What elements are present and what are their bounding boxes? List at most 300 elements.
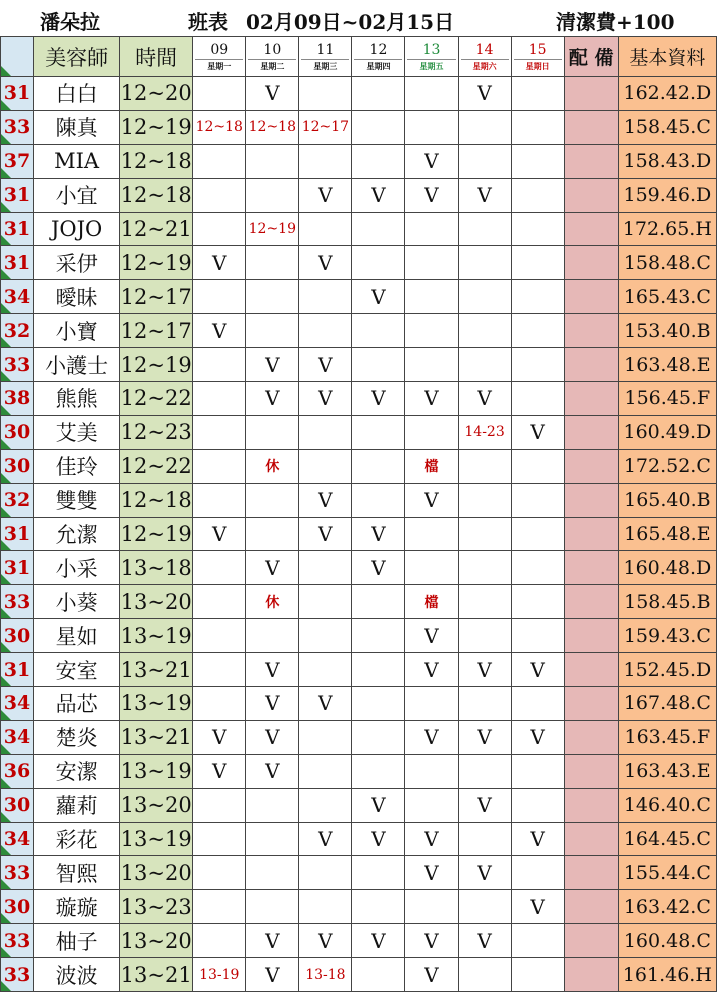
day-cell: V (458, 382, 511, 416)
day-cell (193, 822, 246, 856)
day-cell: V (405, 958, 458, 992)
table-row (1, 754, 717, 788)
day-cell (352, 483, 405, 517)
beautician-number: 31 (1, 77, 34, 111)
day-cell: V (299, 687, 352, 721)
day-cell (352, 856, 405, 890)
cell-marker-icon (1, 371, 11, 381)
cell-marker-icon (1, 405, 11, 415)
beautician-name: 安室 (34, 653, 120, 687)
basic-info: 167.48.C (618, 687, 716, 721)
day-cell: V (458, 856, 511, 890)
day-cell: V (458, 720, 511, 754)
cell-marker-icon (1, 540, 11, 550)
table-row (1, 890, 717, 924)
beautician-number: 31 (1, 212, 34, 246)
weekday-label: 星期二 (248, 59, 296, 72)
beautician-name: 星如 (34, 619, 120, 653)
day-cell (193, 585, 246, 619)
shift-time: 13~19 (120, 619, 193, 653)
day-cell (352, 348, 405, 382)
table-row (1, 517, 717, 551)
title-bar (0, 0, 719, 36)
day-cell (511, 856, 564, 890)
day-cell (299, 653, 352, 687)
day-cell (511, 280, 564, 314)
day-cell: V (405, 822, 458, 856)
day-cell: V (511, 415, 564, 449)
day-cell (193, 788, 246, 822)
day-cell (246, 280, 299, 314)
day-cell (511, 687, 564, 721)
beautician-name: 小寶 (34, 314, 120, 348)
table-row (1, 178, 717, 212)
day-cell (299, 754, 352, 788)
beautician-number: 30 (1, 449, 34, 483)
beautician-name: 波波 (34, 958, 120, 992)
beautician-number: 33 (1, 856, 34, 890)
table-row (1, 246, 717, 280)
day-cell (352, 720, 405, 754)
day-cell (246, 314, 299, 348)
day-cell (246, 890, 299, 924)
day-cell (405, 551, 458, 585)
beautician-name: 小葵 (34, 585, 120, 619)
cell-marker-icon (1, 235, 11, 245)
beautician-name: 楚炎 (34, 720, 120, 754)
table-row (1, 144, 717, 178)
shift-time: 13~19 (120, 822, 193, 856)
header-note: 配 備 (564, 37, 618, 77)
beautician-number: 31 (1, 246, 34, 280)
note-cell (564, 178, 618, 212)
day-cell (405, 77, 458, 111)
day-cell (193, 77, 246, 111)
table-row (1, 110, 717, 144)
day-cell (511, 754, 564, 788)
beautician-number: 30 (1, 415, 34, 449)
table-row (1, 415, 717, 449)
note-cell (564, 890, 618, 924)
cell-marker-icon (1, 507, 11, 517)
basic-info: 158.48.C (618, 246, 716, 280)
day-cell (458, 144, 511, 178)
weekday-label: 星期一 (195, 59, 243, 72)
day-cell (511, 483, 564, 517)
day-number: 10 (263, 42, 282, 58)
day-cell: V (511, 890, 564, 924)
beautician-number: 31 (1, 517, 34, 551)
day-cell (458, 212, 511, 246)
beautician-number: 33 (1, 958, 34, 992)
day-cell: 12~19 (246, 212, 299, 246)
cell-marker-icon (1, 676, 11, 686)
table-row (1, 551, 717, 585)
basic-info: 152.45.D (618, 653, 716, 687)
day-cell (193, 653, 246, 687)
day-cell: V (352, 822, 405, 856)
header-day-09 (193, 37, 246, 77)
day-cell: V (193, 246, 246, 280)
day-cell (193, 415, 246, 449)
day-cell: V (193, 314, 246, 348)
table-row (1, 483, 717, 517)
beautician-name: 允潔 (34, 517, 120, 551)
day-cell (352, 687, 405, 721)
beautician-name: 小采 (34, 551, 120, 585)
day-cell (405, 415, 458, 449)
day-cell (511, 958, 564, 992)
shift-time: 12~23 (120, 415, 193, 449)
beautician-name: 小護士 (34, 348, 120, 382)
day-cell: V (405, 382, 458, 416)
day-number: 09 (210, 42, 229, 58)
header-row (1, 37, 717, 77)
day-cell (246, 178, 299, 212)
day-cell (246, 483, 299, 517)
basic-info: 160.48.C (618, 924, 716, 958)
day-cell (352, 890, 405, 924)
basic-info: 155.44.C (618, 856, 716, 890)
beautician-name: 佳玲 (34, 449, 120, 483)
beautician-name: 安潔 (34, 754, 120, 788)
cell-marker-icon (1, 812, 11, 822)
day-cell (352, 212, 405, 246)
day-cell: 檔 (405, 449, 458, 483)
beautician-number: 34 (1, 687, 34, 721)
basic-info: 163.43.E (618, 754, 716, 788)
day-cell: V (246, 754, 299, 788)
shift-time: 13~21 (120, 653, 193, 687)
day-cell (299, 720, 352, 754)
day-cell (405, 754, 458, 788)
day-cell (511, 178, 564, 212)
cell-marker-icon (1, 981, 11, 991)
shift-time: 12~19 (120, 246, 193, 280)
day-cell: V (299, 483, 352, 517)
basic-info: 158.43.D (618, 144, 716, 178)
beautician-number: 31 (1, 551, 34, 585)
day-cell (193, 144, 246, 178)
day-cell (511, 246, 564, 280)
beautician-name: 柚子 (34, 924, 120, 958)
day-cell (511, 924, 564, 958)
day-cell (352, 754, 405, 788)
shift-time: 13~21 (120, 958, 193, 992)
day-cell (511, 585, 564, 619)
day-cell (246, 144, 299, 178)
day-cell: 12~18 (193, 110, 246, 144)
cell-marker-icon (1, 710, 11, 720)
shift-time: 13~20 (120, 788, 193, 822)
day-cell: 13-19 (193, 958, 246, 992)
beautician-number: 37 (1, 144, 34, 178)
day-cell (352, 958, 405, 992)
day-cell (246, 517, 299, 551)
basic-info: 153.40.B (618, 314, 716, 348)
day-cell: 12~17 (299, 110, 352, 144)
cell-marker-icon (1, 66, 11, 76)
beautician-name: 熊熊 (34, 382, 120, 416)
day-cell (352, 110, 405, 144)
shift-time: 12~18 (120, 178, 193, 212)
day-cell (511, 144, 564, 178)
beautician-number: 33 (1, 348, 34, 382)
day-cell: V (511, 822, 564, 856)
day-cell (299, 314, 352, 348)
day-number: 14 (475, 42, 494, 58)
note-cell (564, 110, 618, 144)
note-cell (564, 212, 618, 246)
note-cell (564, 415, 618, 449)
beautician-name: 采伊 (34, 246, 120, 280)
beautician-number: 30 (1, 788, 34, 822)
day-cell (511, 314, 564, 348)
day-cell (405, 314, 458, 348)
shift-time: 13~19 (120, 687, 193, 721)
cell-marker-icon (1, 913, 11, 923)
basic-info: 172.52.C (618, 449, 716, 483)
shift-time: 12~17 (120, 280, 193, 314)
note-cell (564, 246, 618, 280)
table-row (1, 856, 717, 890)
note-cell (564, 348, 618, 382)
cell-marker-icon (1, 168, 11, 178)
day-cell (193, 551, 246, 585)
day-cell (511, 517, 564, 551)
day-cell (193, 382, 246, 416)
day-cell (458, 890, 511, 924)
header-corner (1, 37, 34, 77)
day-cell: V (299, 246, 352, 280)
day-cell (511, 77, 564, 111)
basic-info: 165.40.B (618, 483, 716, 517)
cell-marker-icon (1, 778, 11, 788)
day-cell (193, 687, 246, 721)
day-cell (299, 551, 352, 585)
beautician-name: 璇璇 (34, 890, 120, 924)
header-day-14 (458, 37, 511, 77)
note-cell (564, 687, 618, 721)
day-cell: V (458, 178, 511, 212)
weekday-label: 星期五 (407, 59, 455, 72)
day-number: 15 (528, 42, 547, 58)
shift-time: 12~19 (120, 517, 193, 551)
basic-info: 165.48.E (618, 517, 716, 551)
day-cell (193, 449, 246, 483)
day-cell (405, 687, 458, 721)
table-row (1, 77, 717, 111)
beautician-number: 38 (1, 382, 34, 416)
day-cell (246, 246, 299, 280)
beautician-number: 34 (1, 822, 34, 856)
beautician-name: JOJO (34, 212, 120, 246)
day-cell (405, 280, 458, 314)
day-cell (246, 822, 299, 856)
header-info: 基本資料 (618, 37, 716, 77)
shift-time: 13~20 (120, 585, 193, 619)
day-cell (405, 212, 458, 246)
cell-marker-icon (1, 608, 11, 618)
date-range: 02月09日~02月15日 (246, 10, 455, 34)
day-cell (299, 856, 352, 890)
day-cell: V (511, 653, 564, 687)
day-cell: 13-18 (299, 958, 352, 992)
header-day-10 (246, 37, 299, 77)
note-cell (564, 517, 618, 551)
store-name: 潘朵拉 (40, 10, 100, 34)
day-cell: V (299, 924, 352, 958)
day-cell (511, 551, 564, 585)
day-cell (458, 551, 511, 585)
day-cell (193, 856, 246, 890)
day-cell (511, 348, 564, 382)
day-number: 12 (369, 42, 388, 58)
table-row (1, 788, 717, 822)
schedule-label: 班表 (188, 10, 228, 34)
shift-time: 13~21 (120, 720, 193, 754)
header-day-13 (405, 37, 458, 77)
day-cell (458, 483, 511, 517)
day-cell: V (405, 720, 458, 754)
cell-marker-icon (1, 269, 11, 279)
cell-marker-icon (1, 744, 11, 754)
day-cell: V (405, 144, 458, 178)
shift-time: 12~22 (120, 382, 193, 416)
day-cell (193, 178, 246, 212)
day-cell: V (246, 348, 299, 382)
header-day-15 (511, 37, 564, 77)
day-cell (458, 246, 511, 280)
weekday-label: 星期四 (354, 59, 402, 72)
day-cell: V (246, 687, 299, 721)
day-cell: V (458, 77, 511, 111)
beautician-number: 34 (1, 720, 34, 754)
table-row (1, 314, 717, 348)
basic-info: 165.43.C (618, 280, 716, 314)
day-cell (458, 314, 511, 348)
header-time: 時間 (120, 37, 193, 77)
day-cell: V (246, 958, 299, 992)
day-cell: 12~18 (246, 110, 299, 144)
beautician-number: 30 (1, 619, 34, 653)
day-cell (458, 687, 511, 721)
shift-time: 13~20 (120, 856, 193, 890)
basic-info: 160.48.D (618, 551, 716, 585)
note-cell (564, 280, 618, 314)
day-cell: V (246, 77, 299, 111)
header-day-12 (352, 37, 405, 77)
day-cell (299, 212, 352, 246)
note-cell (564, 449, 618, 483)
note-cell (564, 551, 618, 585)
beautician-number: 33 (1, 924, 34, 958)
day-cell: 休 (246, 449, 299, 483)
table-row (1, 348, 717, 382)
shift-time: 12~17 (120, 314, 193, 348)
table-row (1, 280, 717, 314)
day-cell: V (352, 551, 405, 585)
day-cell (458, 754, 511, 788)
day-cell: V (352, 924, 405, 958)
basic-info: 163.48.E (618, 348, 716, 382)
day-cell: 休 (246, 585, 299, 619)
day-cell: V (193, 754, 246, 788)
beautician-name: 蘿莉 (34, 788, 120, 822)
day-cell (299, 77, 352, 111)
day-cell (405, 110, 458, 144)
day-cell: V (246, 720, 299, 754)
day-cell (299, 585, 352, 619)
day-cell: V (352, 178, 405, 212)
day-cell (299, 144, 352, 178)
day-cell (299, 890, 352, 924)
day-cell: V (246, 551, 299, 585)
beautician-name: 陳真 (34, 110, 120, 144)
day-cell (511, 212, 564, 246)
note-cell (564, 382, 618, 416)
day-cell (511, 382, 564, 416)
table-row (1, 585, 717, 619)
day-cell (511, 449, 564, 483)
day-number: 13 (422, 42, 441, 58)
day-cell (405, 348, 458, 382)
basic-info: 159.46.D (618, 178, 716, 212)
day-cell: V (352, 382, 405, 416)
day-cell: V (405, 619, 458, 653)
table-row (1, 720, 717, 754)
day-cell (299, 280, 352, 314)
day-cell (405, 788, 458, 822)
day-cell (193, 619, 246, 653)
beautician-number: 33 (1, 585, 34, 619)
day-cell (299, 788, 352, 822)
day-cell: V (405, 483, 458, 517)
beautician-number: 31 (1, 178, 34, 212)
note-cell (564, 924, 618, 958)
day-cell: V (299, 178, 352, 212)
day-cell (246, 415, 299, 449)
day-cell: V (193, 720, 246, 754)
cell-marker-icon (1, 642, 11, 652)
day-cell: V (246, 924, 299, 958)
cell-marker-icon (1, 947, 11, 957)
day-cell (458, 619, 511, 653)
basic-info: 158.45.C (618, 110, 716, 144)
day-cell: V (352, 788, 405, 822)
day-cell (405, 246, 458, 280)
day-cell: V (458, 653, 511, 687)
shift-time: 13~18 (120, 551, 193, 585)
basic-info: 156.45.F (618, 382, 716, 416)
shift-time: 12~19 (120, 348, 193, 382)
note-cell (564, 585, 618, 619)
cell-marker-icon (1, 879, 11, 889)
note-cell (564, 788, 618, 822)
table-row (1, 924, 717, 958)
day-cell (511, 788, 564, 822)
day-cell (458, 110, 511, 144)
day-cell (352, 653, 405, 687)
beautician-name: 曖昧 (34, 280, 120, 314)
table-row (1, 382, 717, 416)
table-row (1, 212, 717, 246)
header-day-11 (299, 37, 352, 77)
day-cell: V (299, 348, 352, 382)
day-cell (352, 585, 405, 619)
day-cell (458, 822, 511, 856)
day-cell: V (405, 178, 458, 212)
